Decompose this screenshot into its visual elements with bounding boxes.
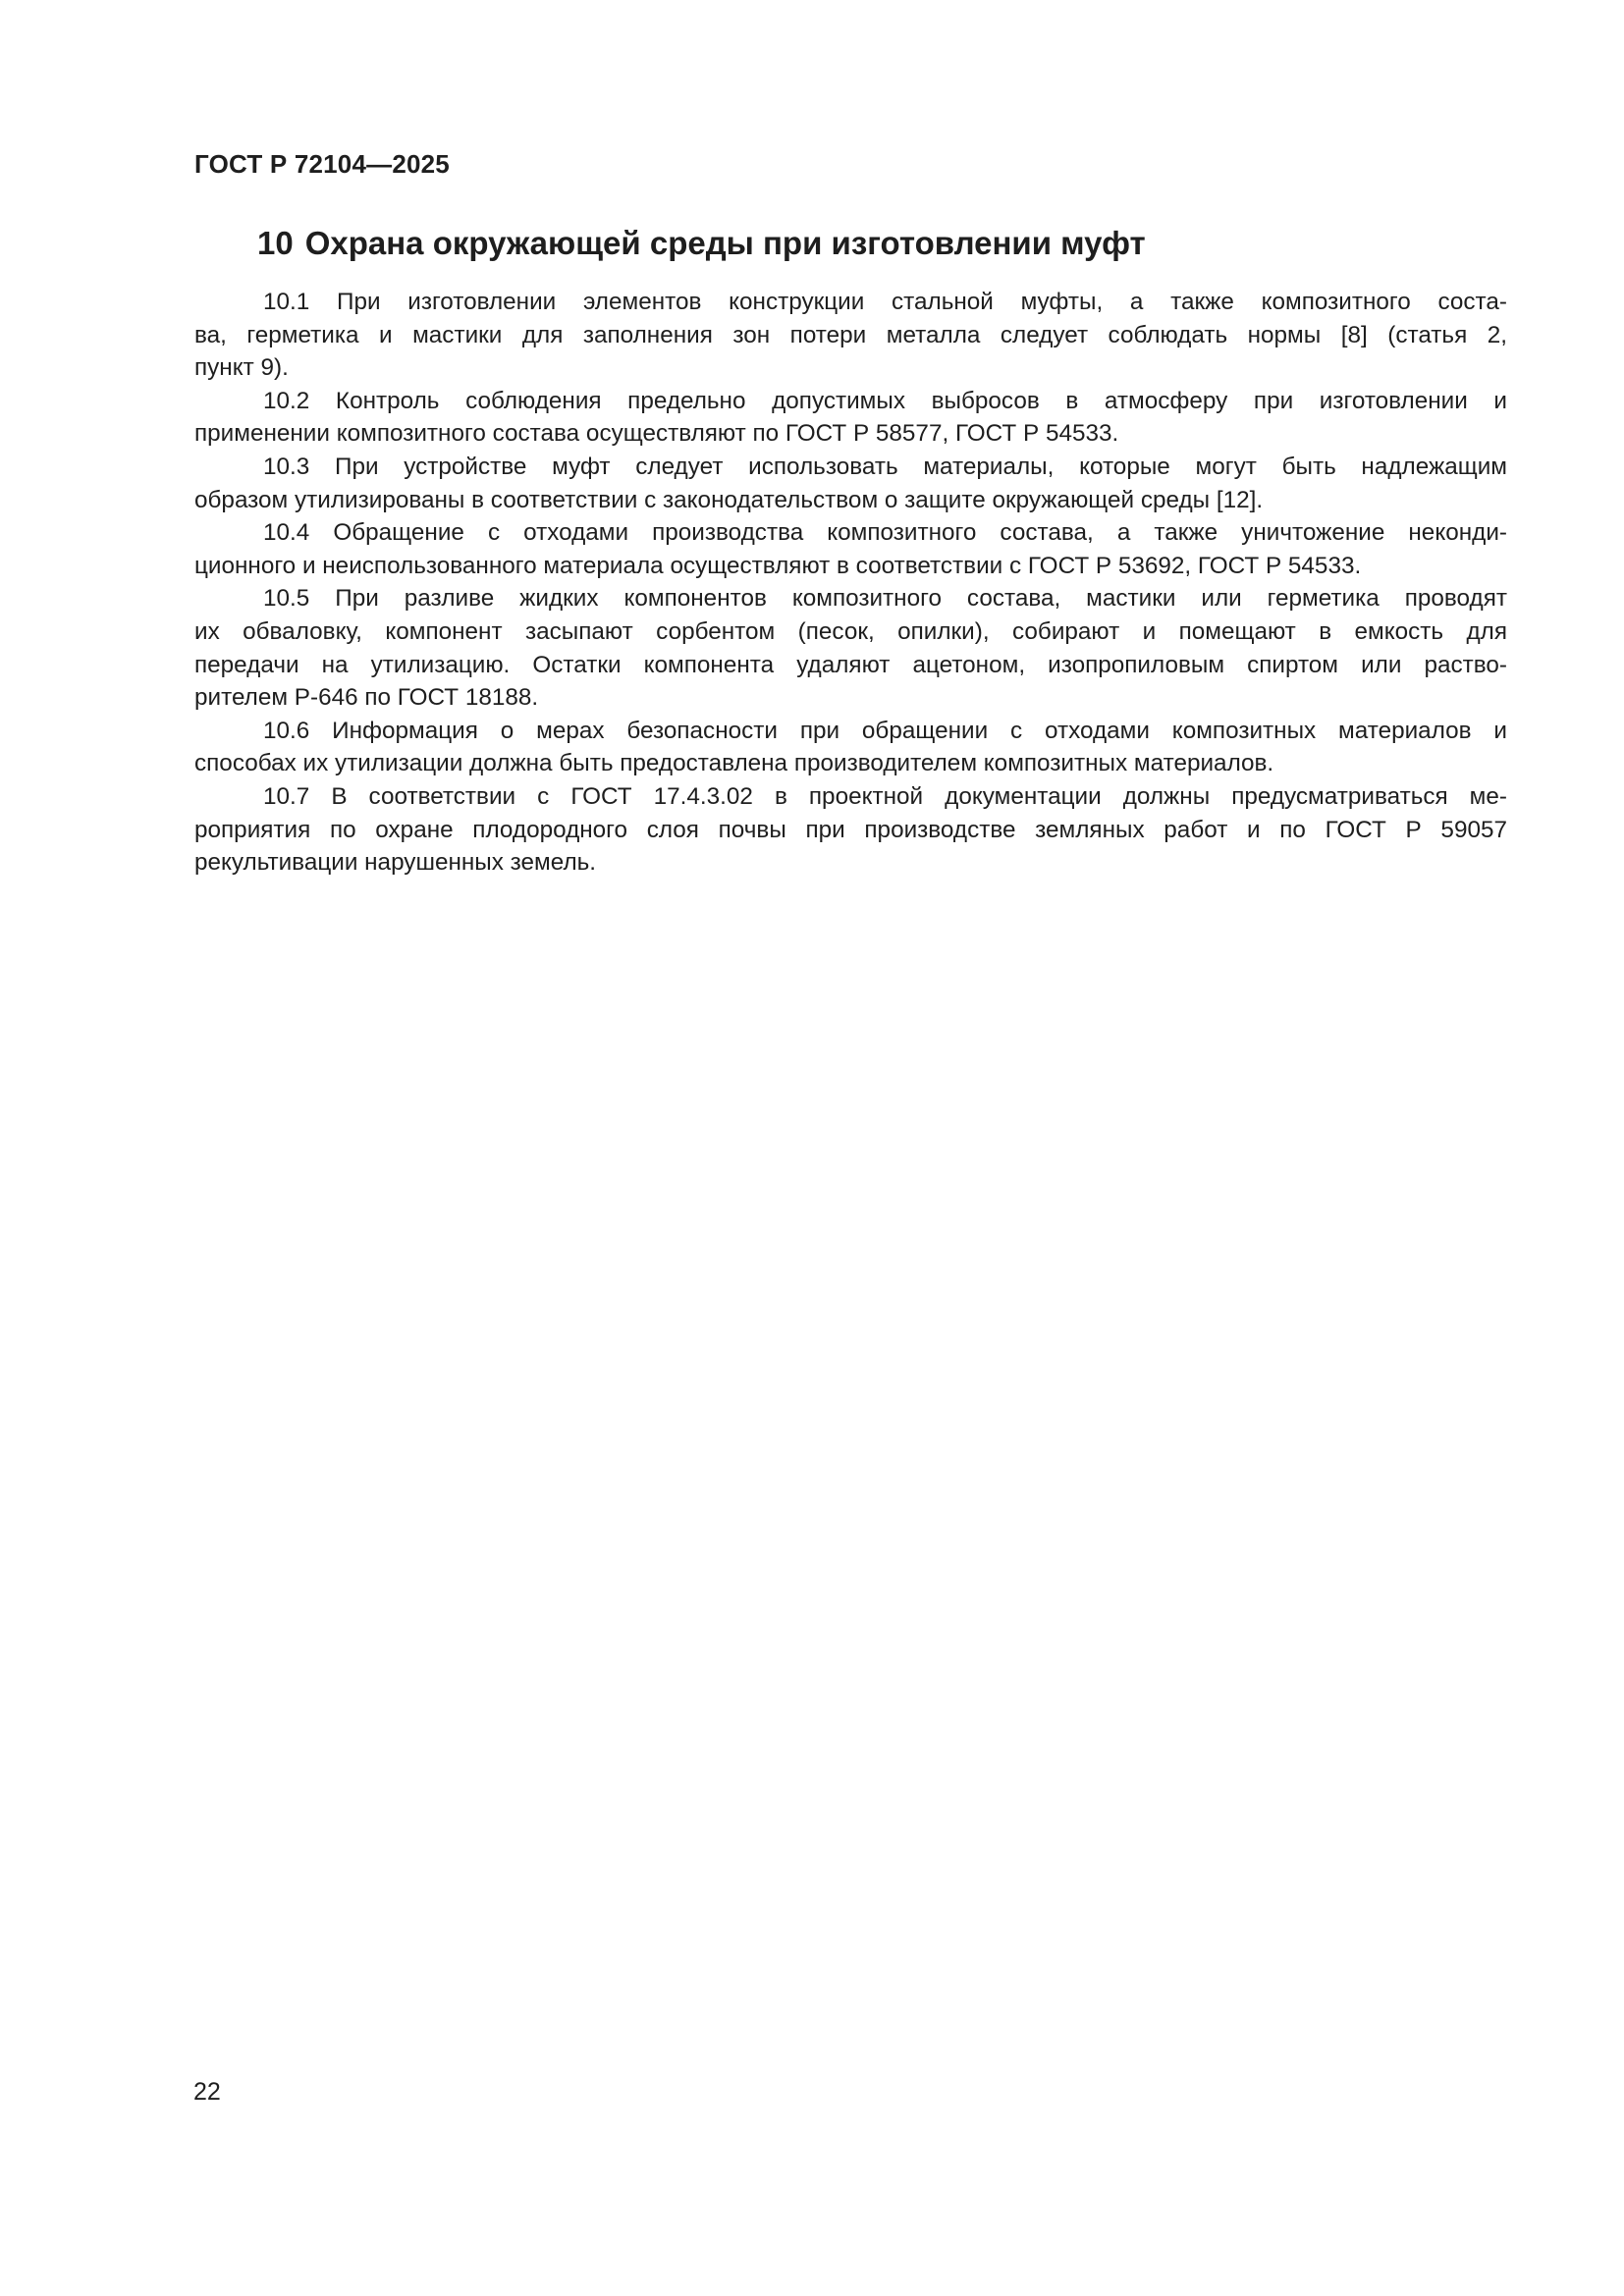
paragraph-line: 10.6 Информация о мерах безопасности при обращении с отходами композитных материалов и bbox=[263, 717, 1507, 744]
paragraph-line: 10.4 Обращение с отходами производства композитного состава, а также уничтожение неконди- bbox=[263, 519, 1507, 547]
section-title bbox=[257, 224, 1146, 263]
paragraph-line: способах их утилизации должна быть предоставлена производителем композитных материалов. bbox=[194, 750, 1274, 777]
paragraph-10-6 bbox=[194, 715, 1507, 780]
paragraph-line: 10.3 При устройстве муфт следует использовать материалы, которые могут быть надлежащим bbox=[263, 453, 1507, 480]
paragraph-10-5 bbox=[194, 582, 1507, 714]
paragraph-line: роприятия по охране плодородного слоя почвы при производстве земляных работ и по ГОСТ Р 59057 bbox=[194, 816, 1507, 843]
paragraph-10-1 bbox=[194, 286, 1507, 385]
paragraph-line: образом утилизированы в соответствии с законодательством о защите окружающей среды [12]. bbox=[194, 486, 1264, 513]
paragraph-10-4 bbox=[194, 516, 1507, 582]
paragraph-line: пункт 9). bbox=[194, 354, 289, 382]
paragraph-line: 10.7 В соответствии с ГОСТ 17.4.3.02 в проектной документации должны предусматриваться ме- bbox=[263, 782, 1507, 810]
paragraph-line: передачи на утилизацию. Остатки компонента удаляют ацетоном, изопропиловым спиртом или раство- bbox=[194, 651, 1507, 678]
paragraph-line: их обваловку, компонент засыпают сорбентом (песок, опилки), собирают и помещают в емкость для bbox=[194, 617, 1507, 645]
paragraph-line: рителем Р-646 по ГОСТ 18188. bbox=[194, 684, 539, 712]
paragraph-10-2 bbox=[194, 385, 1507, 451]
page-number: 22 bbox=[193, 2078, 221, 2106]
paragraph-line: 10.2 Контроль соблюдения предельно допустимых выбросов в атмосферу при изготовлении и bbox=[263, 387, 1507, 414]
paragraph-10-3 bbox=[194, 451, 1507, 516]
paragraph-line: рекультивации нарушенных земель. bbox=[194, 849, 597, 877]
paragraph-10-7 bbox=[194, 780, 1507, 880]
paragraph-line: 10.1 При изготовлении элементов конструкции стальной муфты, а также композитного соста- bbox=[263, 289, 1507, 315]
paragraph-line: ва, герметика и мастики для заполнения зон потери металла следует соблюдать нормы [8] (статья 2, bbox=[194, 321, 1507, 348]
section-title-text: Охрана окружающей среды при изготовлении муфт bbox=[304, 225, 1146, 261]
section-body bbox=[194, 286, 1507, 880]
paragraph-line: ционного и неиспользованного материала осуществляют в соответствии с ГОСТ Р 53692, ГОСТ Р 54533. bbox=[194, 552, 1362, 579]
paragraph-line: 10.5 При разливе жидких компонентов композитного состава, мастики или герметика проводят bbox=[263, 585, 1507, 613]
paragraph-line: применении композитного состава осуществляют по ГОСТ Р 58577, ГОСТ Р 54533. bbox=[194, 420, 1119, 448]
section-number: 10 bbox=[257, 225, 294, 261]
document-code-header: ГОСТ Р 72104—2025 bbox=[194, 149, 450, 179]
